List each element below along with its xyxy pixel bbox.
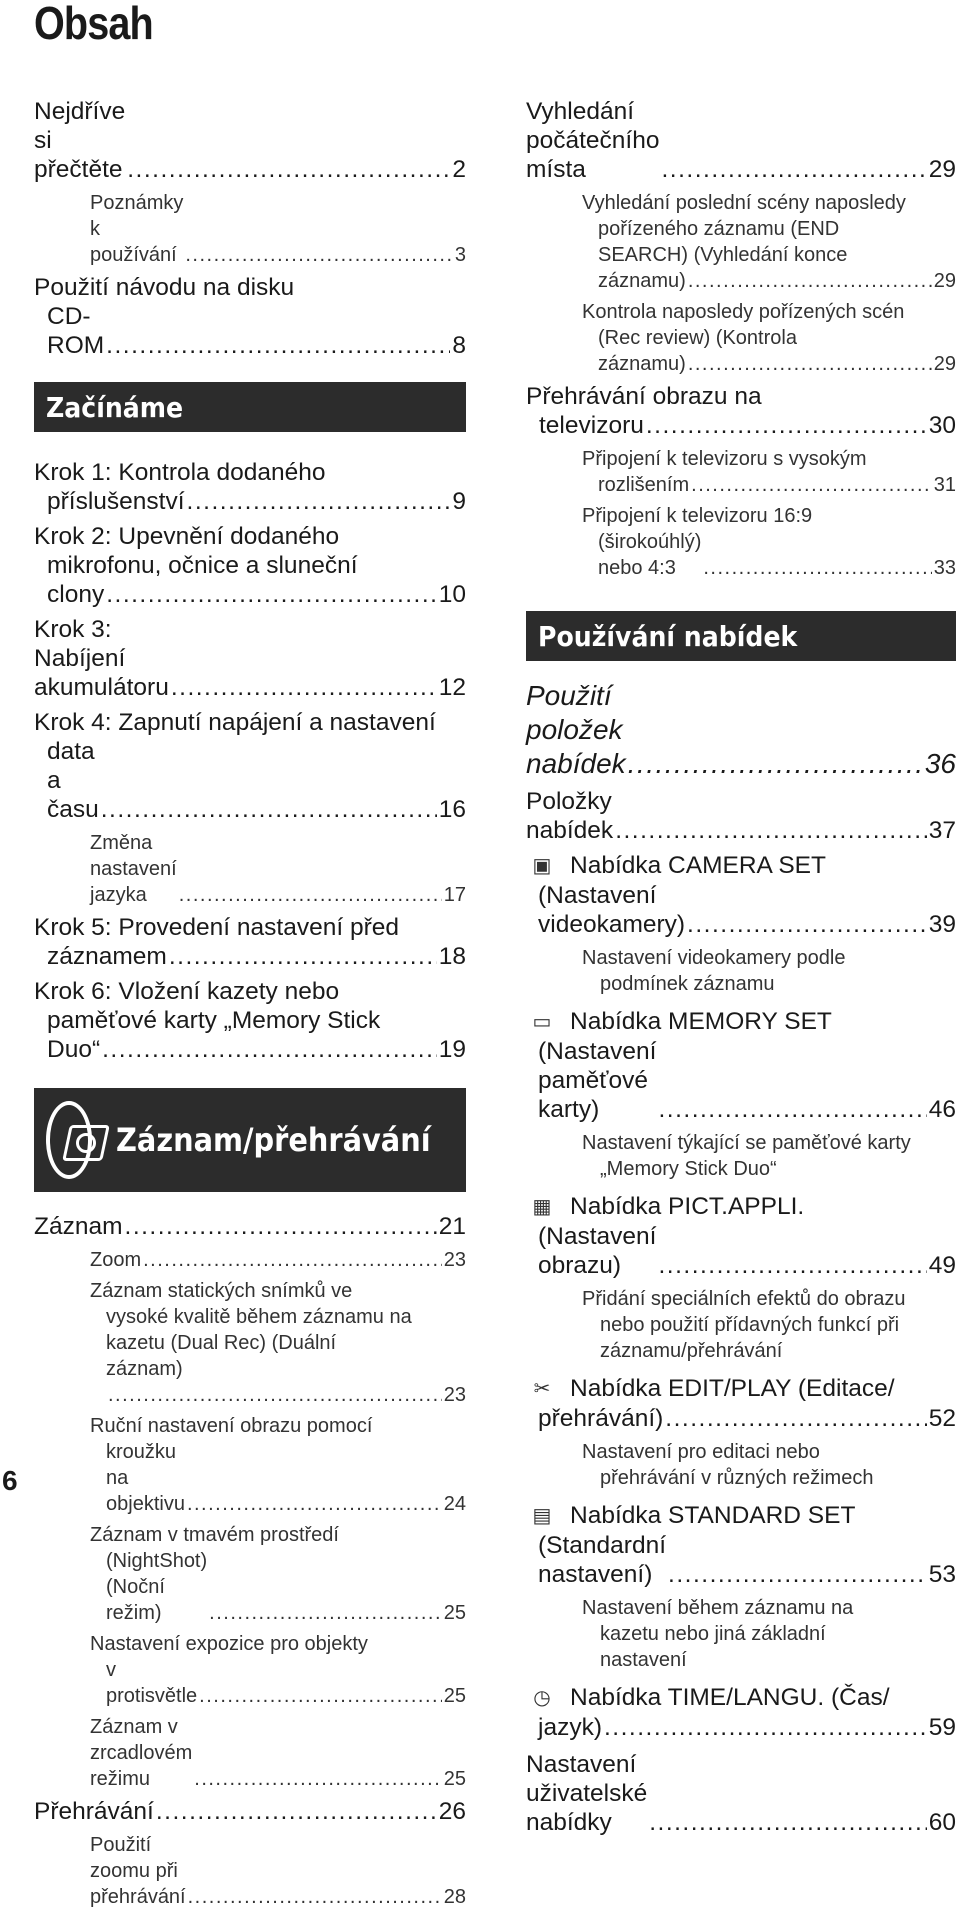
entry-title-cont: (Nastavení paměťové karty) bbox=[538, 1038, 657, 1123]
toc-line bbox=[526, 190, 956, 216]
description-line: přehrávání v různých režimech bbox=[600, 1467, 874, 1489]
toc-entry[interactable] bbox=[34, 830, 466, 908]
menu-description bbox=[526, 945, 956, 997]
page-ref: 25 bbox=[443, 1768, 466, 1790]
toc-entry[interactable] bbox=[34, 977, 466, 1064]
section-title-menus: Používání nabídek bbox=[538, 619, 798, 653]
entry-title-cont: jazyk) bbox=[538, 1714, 602, 1741]
description-line: Nastavení videokamery podle bbox=[582, 947, 846, 969]
description-line: Nastavení během záznamu na bbox=[582, 1597, 854, 1619]
toc-line bbox=[34, 551, 466, 580]
description-line: kazetu nebo jiná základní bbox=[600, 1623, 826, 1645]
toc-line bbox=[34, 1006, 466, 1035]
toc-entry[interactable] bbox=[526, 97, 956, 184]
entry-title: Krok 5: Provedení nastavení před bbox=[34, 914, 399, 941]
toc-line bbox=[526, 1374, 956, 1404]
entry-title: Záznam v zrcadlovém režimu bbox=[90, 1716, 193, 1790]
page-ref: 8 bbox=[452, 332, 466, 359]
entry-title-cont: (NightShot) (Noční režim) bbox=[106, 1550, 208, 1624]
toc-line bbox=[526, 472, 956, 498]
entry-title: Změna nastavení jazyka bbox=[90, 832, 177, 906]
toc-line bbox=[34, 615, 466, 702]
menu-toc-entry[interactable] bbox=[526, 851, 956, 997]
entry-title-cont: příslušenství bbox=[47, 488, 185, 515]
entry-title-cont: přehrávání) bbox=[538, 1405, 664, 1432]
leader-dots bbox=[688, 268, 932, 294]
toc-line bbox=[34, 1832, 466, 1910]
toc-line bbox=[34, 1413, 466, 1439]
entry-title-cont: pořízeného záznamu (END bbox=[598, 218, 840, 240]
menu-toc-entry[interactable] bbox=[526, 1374, 956, 1491]
description-line: záznamu/přehrávání bbox=[600, 1340, 783, 1362]
leader-dots bbox=[188, 1884, 442, 1910]
entry-title-cont: televizoru bbox=[539, 412, 644, 439]
page-ref: 31 bbox=[933, 474, 956, 496]
leader-dots bbox=[102, 1035, 437, 1064]
toc-line bbox=[526, 242, 956, 268]
toc-line bbox=[34, 1631, 466, 1657]
page-ref: 26 bbox=[438, 1798, 466, 1825]
section-bar-start bbox=[34, 382, 466, 432]
toc-line bbox=[34, 1356, 466, 1382]
entry-title-cont: záznamem bbox=[47, 943, 167, 970]
toc-line bbox=[526, 299, 956, 325]
toc-line bbox=[526, 679, 956, 781]
page-ref: 2 bbox=[452, 156, 466, 183]
page-title: Obsah bbox=[34, 0, 153, 49]
page-ref: 3 bbox=[454, 244, 466, 266]
entry-title: Poznámky k používání bbox=[90, 192, 184, 266]
camera-icon: ▣ bbox=[532, 855, 552, 877]
page-ref: 24 bbox=[443, 1493, 466, 1515]
entry-title-cont: záznamu) bbox=[598, 270, 686, 292]
toc-line bbox=[34, 977, 466, 1006]
leader-dots bbox=[604, 1713, 927, 1742]
toc-line bbox=[526, 325, 956, 351]
entry-title: Nejdříve si přečtěte bbox=[34, 98, 126, 183]
leader-dots bbox=[668, 1560, 927, 1589]
toc-line bbox=[34, 1382, 466, 1408]
entry-title-cont: kazetu (Dual Rec) (Duální bbox=[106, 1332, 337, 1354]
toc-line bbox=[34, 1522, 466, 1548]
menu-description bbox=[526, 1130, 956, 1182]
entry-title-cont: paměťové karty „Memory Stick bbox=[47, 1007, 381, 1034]
toc-line bbox=[34, 1330, 466, 1356]
toc-line bbox=[526, 1222, 956, 1280]
toc-entry[interactable] bbox=[526, 679, 956, 781]
entry-title: Použití položek nabídek bbox=[526, 680, 626, 779]
toc-line bbox=[34, 302, 466, 360]
toc-line bbox=[526, 851, 956, 881]
entry-title: Položky nabídek bbox=[526, 788, 614, 844]
description-line: Přidání speciálních efektů do obrazu bbox=[582, 1288, 906, 1310]
page-ref: 10 bbox=[438, 581, 466, 608]
entry-title: Nabídka EDIT/PLAY (Editace/ bbox=[570, 1375, 895, 1402]
description-line: „Memory Stick Duo“ bbox=[600, 1158, 777, 1180]
toc-line bbox=[34, 1304, 466, 1330]
page-ref: 12 bbox=[438, 674, 466, 701]
description-line: Nastavení pro editaci nebo bbox=[582, 1441, 820, 1463]
toc-line bbox=[526, 529, 956, 581]
description-line: nebo použití přídavných funkcí při bbox=[600, 1314, 900, 1336]
entry-title: Nabídka STANDARD SET bbox=[570, 1502, 856, 1529]
leader-dots bbox=[187, 1491, 442, 1517]
toc-entry[interactable] bbox=[34, 1714, 466, 1792]
description-line: podmínek záznamu bbox=[600, 973, 775, 995]
entry-title: Nabídka CAMERA SET bbox=[570, 852, 826, 879]
toc-line bbox=[34, 1439, 466, 1517]
toc-entry[interactable] bbox=[34, 1247, 466, 1273]
leader-dots bbox=[194, 1766, 441, 1792]
leader-dots bbox=[658, 1251, 926, 1280]
page-ref: 25 bbox=[443, 1602, 466, 1624]
toc-entry[interactable] bbox=[34, 273, 466, 360]
leader-dots bbox=[665, 1404, 926, 1433]
page-ref: 46 bbox=[928, 1096, 956, 1123]
page-ref: 16 bbox=[438, 796, 466, 823]
toc-line bbox=[526, 411, 956, 440]
leader-dots bbox=[703, 555, 931, 581]
toc-entry[interactable] bbox=[34, 1212, 466, 1241]
toc-entry[interactable] bbox=[526, 446, 956, 498]
entry-title: Záznam bbox=[34, 1213, 123, 1240]
page-ref: 28 bbox=[443, 1886, 466, 1908]
toc-line bbox=[34, 830, 466, 908]
toc-line bbox=[526, 1683, 956, 1713]
toc-line bbox=[34, 1247, 466, 1273]
entry-title: Krok 1: Kontrola dodaného bbox=[34, 459, 326, 486]
toc-entry[interactable] bbox=[34, 1797, 466, 1826]
camcorder-icon bbox=[46, 1101, 92, 1179]
toc-line bbox=[34, 458, 466, 487]
leader-dots bbox=[171, 673, 437, 702]
entry-title-cont: rozlišením bbox=[598, 474, 690, 496]
page-ref: 30 bbox=[928, 412, 956, 439]
toc-entry[interactable] bbox=[34, 522, 466, 609]
section-title-start: Začínáme bbox=[46, 390, 184, 424]
toc-line bbox=[34, 580, 466, 609]
leader-dots bbox=[687, 910, 927, 939]
entry-title: Nabídka TIME/LANGU. (Čas/ bbox=[570, 1684, 890, 1711]
toc-left-column bbox=[34, 97, 466, 1915]
toc-line bbox=[526, 97, 956, 184]
toc-entry[interactable] bbox=[526, 382, 956, 440]
page-number: 6 bbox=[2, 1465, 18, 1496]
leader-dots bbox=[169, 942, 437, 971]
leader-dots bbox=[628, 747, 923, 781]
leader-dots bbox=[179, 882, 442, 908]
entry-title: Kontrola naposledy pořízených scén bbox=[582, 301, 905, 323]
section-bar-menus bbox=[526, 611, 956, 661]
toc-line bbox=[34, 522, 466, 551]
toc-entry[interactable] bbox=[34, 1832, 466, 1910]
entry-title: Krok 3: Nabíjení akumulátoru bbox=[34, 616, 169, 701]
leader-dots bbox=[662, 155, 927, 184]
entry-title: Krok 6: Vložení kazety nebo bbox=[34, 978, 340, 1005]
page-ref: 60 bbox=[928, 1809, 956, 1836]
entry-title: Záznam v tmavém prostředí bbox=[90, 1524, 339, 1546]
page-ref: 29 bbox=[933, 270, 956, 292]
toc-line bbox=[526, 1037, 956, 1124]
toc-entry[interactable] bbox=[526, 503, 956, 581]
leader-dots bbox=[646, 411, 927, 440]
page-ref: 39 bbox=[928, 911, 956, 938]
entry-title-cont: v protisvětle bbox=[106, 1659, 198, 1707]
toc-line bbox=[526, 1192, 956, 1222]
section-bar-record bbox=[34, 1088, 466, 1192]
entry-title: Přehrávání obrazu na bbox=[526, 383, 762, 410]
entry-title: Záznam statických snímků ve bbox=[90, 1280, 353, 1302]
film-wand-icon: ▦ bbox=[532, 1196, 552, 1218]
leader-dots bbox=[185, 242, 453, 268]
menu-toc-entry[interactable] bbox=[526, 1007, 956, 1182]
page-ref: 49 bbox=[928, 1252, 956, 1279]
toc-line bbox=[526, 1501, 956, 1531]
toc-line bbox=[526, 1007, 956, 1037]
toc-entry[interactable] bbox=[34, 1278, 466, 1408]
leader-dots bbox=[106, 331, 450, 360]
toc-entry[interactable] bbox=[526, 190, 956, 294]
toc-line bbox=[526, 787, 956, 845]
entry-title-cont: (širokoúhlý) nebo 4:3 bbox=[598, 531, 702, 579]
toc-line bbox=[34, 708, 466, 737]
leader-dots bbox=[125, 1212, 437, 1241]
entry-title-cont: data a času bbox=[47, 738, 99, 823]
entry-title-cont: clony bbox=[47, 581, 105, 608]
toc-line bbox=[34, 1212, 466, 1241]
leader-dots bbox=[615, 816, 927, 845]
toc-line bbox=[526, 1404, 956, 1433]
entry-title-cont: kroužku na objektivu bbox=[106, 1441, 185, 1515]
leader-dots bbox=[199, 1683, 442, 1709]
toc-line bbox=[34, 1278, 466, 1304]
film-scissors-icon: ✂ bbox=[533, 1378, 551, 1400]
toc-line bbox=[526, 268, 956, 294]
entry-title: Nabídka MEMORY SET bbox=[570, 1008, 832, 1035]
entry-title: Nastavení uživatelské nabídky bbox=[526, 1751, 648, 1836]
entry-title-cont: (Standardní nastavení) bbox=[538, 1532, 667, 1588]
page-ref: 23 bbox=[443, 1249, 466, 1271]
leader-dots bbox=[143, 1247, 442, 1273]
entry-title-cont: CD-ROM bbox=[47, 303, 105, 359]
page-ref: 18 bbox=[438, 943, 466, 970]
entry-title: Ruční nastavení obrazu pomocí bbox=[90, 1415, 373, 1437]
toc-entry[interactable] bbox=[34, 458, 466, 516]
clock-globe-icon: ◷ bbox=[533, 1687, 551, 1709]
entry-title-cont: (Rec review) (Kontrola bbox=[598, 327, 797, 349]
toc-line bbox=[34, 1797, 466, 1826]
menu-toc-entry[interactable] bbox=[526, 1501, 956, 1673]
toc-right-column bbox=[526, 97, 956, 1843]
toc-line bbox=[34, 1548, 466, 1626]
toc-entry[interactable] bbox=[34, 97, 466, 184]
leader-dots bbox=[156, 1797, 437, 1826]
entry-title: Nabídka PICT.APPLI. bbox=[570, 1193, 805, 1220]
leader-dots bbox=[691, 472, 932, 498]
toc-line bbox=[34, 190, 466, 268]
toc-line bbox=[34, 737, 466, 824]
entry-title: Krok 2: Upevnění dodaného bbox=[34, 523, 340, 550]
description-line: nastavení bbox=[600, 1649, 687, 1671]
toc-line bbox=[34, 273, 466, 302]
memory-card-icon: ▭ bbox=[532, 1011, 552, 1033]
menu-description bbox=[526, 1595, 956, 1673]
toc-line bbox=[34, 913, 466, 942]
page-ref: 29 bbox=[928, 156, 956, 183]
page-ref: 19 bbox=[438, 1036, 466, 1063]
page-ref: 33 bbox=[933, 557, 956, 579]
page-ref: 9 bbox=[452, 488, 466, 515]
entry-title: Použití návodu na disku bbox=[34, 274, 295, 301]
entry-title-cont: Duo“ bbox=[47, 1036, 101, 1063]
entry-title: Vyhledání počátečního místa bbox=[526, 98, 660, 183]
leader-dots bbox=[209, 1600, 442, 1626]
page-ref: 59 bbox=[928, 1714, 956, 1741]
entry-title: Zoom bbox=[90, 1249, 142, 1271]
toc-line bbox=[526, 351, 956, 377]
menu-toc-entry[interactable] bbox=[526, 1683, 956, 1742]
leader-dots bbox=[649, 1808, 927, 1837]
toc-entry[interactable] bbox=[34, 913, 466, 971]
page-ref: 52 bbox=[928, 1405, 956, 1432]
leader-dots bbox=[658, 1095, 926, 1124]
entry-title: Připojení k televizoru 16:9 bbox=[582, 505, 813, 527]
page-ref: 25 bbox=[443, 1685, 466, 1707]
entry-title-cont: záznam) bbox=[106, 1358, 183, 1380]
leader-dots bbox=[106, 580, 437, 609]
toc-line bbox=[526, 446, 956, 472]
toc-entry[interactable] bbox=[34, 1631, 466, 1709]
page-ref: 23 bbox=[443, 1384, 466, 1406]
leader-dots bbox=[108, 1382, 442, 1408]
toc-entry[interactable] bbox=[34, 1413, 466, 1517]
menu-description bbox=[526, 1439, 956, 1491]
entry-title: Přehrávání bbox=[34, 1798, 154, 1825]
toc-line bbox=[526, 1531, 956, 1589]
toc-line bbox=[34, 487, 466, 516]
toc-entry[interactable] bbox=[526, 787, 956, 845]
toc-entry[interactable] bbox=[34, 1522, 466, 1626]
toc-line bbox=[526, 503, 956, 529]
leader-dots bbox=[101, 795, 437, 824]
entry-title-cont: záznamu) bbox=[598, 353, 686, 375]
entry-title: Připojení k televizoru s vysokým bbox=[582, 448, 867, 470]
toc-entry[interactable] bbox=[34, 615, 466, 702]
page-ref: 53 bbox=[928, 1561, 956, 1588]
toc-line bbox=[526, 216, 956, 242]
leader-dots bbox=[127, 155, 450, 184]
description-line: Nastavení týkající se paměťové karty bbox=[582, 1132, 911, 1154]
toc-line bbox=[34, 1714, 466, 1792]
toc-entry[interactable] bbox=[34, 708, 466, 824]
leader-dots bbox=[187, 487, 451, 516]
page-ref: 29 bbox=[933, 353, 956, 375]
entry-title-cont: (Nastavení obrazu) bbox=[538, 1223, 657, 1279]
entry-title-cont: (Nastavení videokamery) bbox=[538, 882, 686, 938]
menu-description bbox=[526, 1286, 956, 1364]
toc-line bbox=[526, 881, 956, 939]
entry-title-cont: SEARCH) (Vyhledání konce bbox=[598, 244, 848, 266]
section-title-record: Záznam/přehrávání bbox=[116, 1121, 432, 1159]
toc-line bbox=[526, 382, 956, 411]
page-ref: 21 bbox=[438, 1213, 466, 1240]
page-ref: 37 bbox=[928, 817, 956, 844]
menu-toc-entry[interactable] bbox=[526, 1192, 956, 1364]
toc-line bbox=[34, 1035, 466, 1064]
toc-line bbox=[34, 97, 466, 184]
toc-line bbox=[526, 1713, 956, 1742]
page-ref: 17 bbox=[443, 884, 466, 906]
toolbox-icon: ▤ bbox=[532, 1505, 552, 1527]
entry-title: Krok 4: Zapnutí napájení a nastavení bbox=[34, 709, 436, 736]
toc-entry[interactable] bbox=[526, 299, 956, 377]
entry-title-cont: vysoké kvalitě během záznamu na bbox=[106, 1306, 412, 1328]
entry-title-cont: mikrofonu, očnice a sluneční bbox=[47, 552, 358, 579]
toc-entry[interactable] bbox=[34, 190, 466, 268]
entry-title: Vyhledání poslední scény naposledy bbox=[582, 192, 906, 214]
toc-entry[interactable] bbox=[526, 1750, 956, 1837]
entry-title: Nastavení expozice pro objekty bbox=[90, 1633, 368, 1655]
leader-dots bbox=[688, 351, 932, 377]
toc-line bbox=[34, 942, 466, 971]
entry-title: Použití zoomu při přehrávání bbox=[90, 1834, 186, 1908]
toc-line bbox=[34, 1657, 466, 1709]
page-ref: 36 bbox=[924, 748, 956, 779]
